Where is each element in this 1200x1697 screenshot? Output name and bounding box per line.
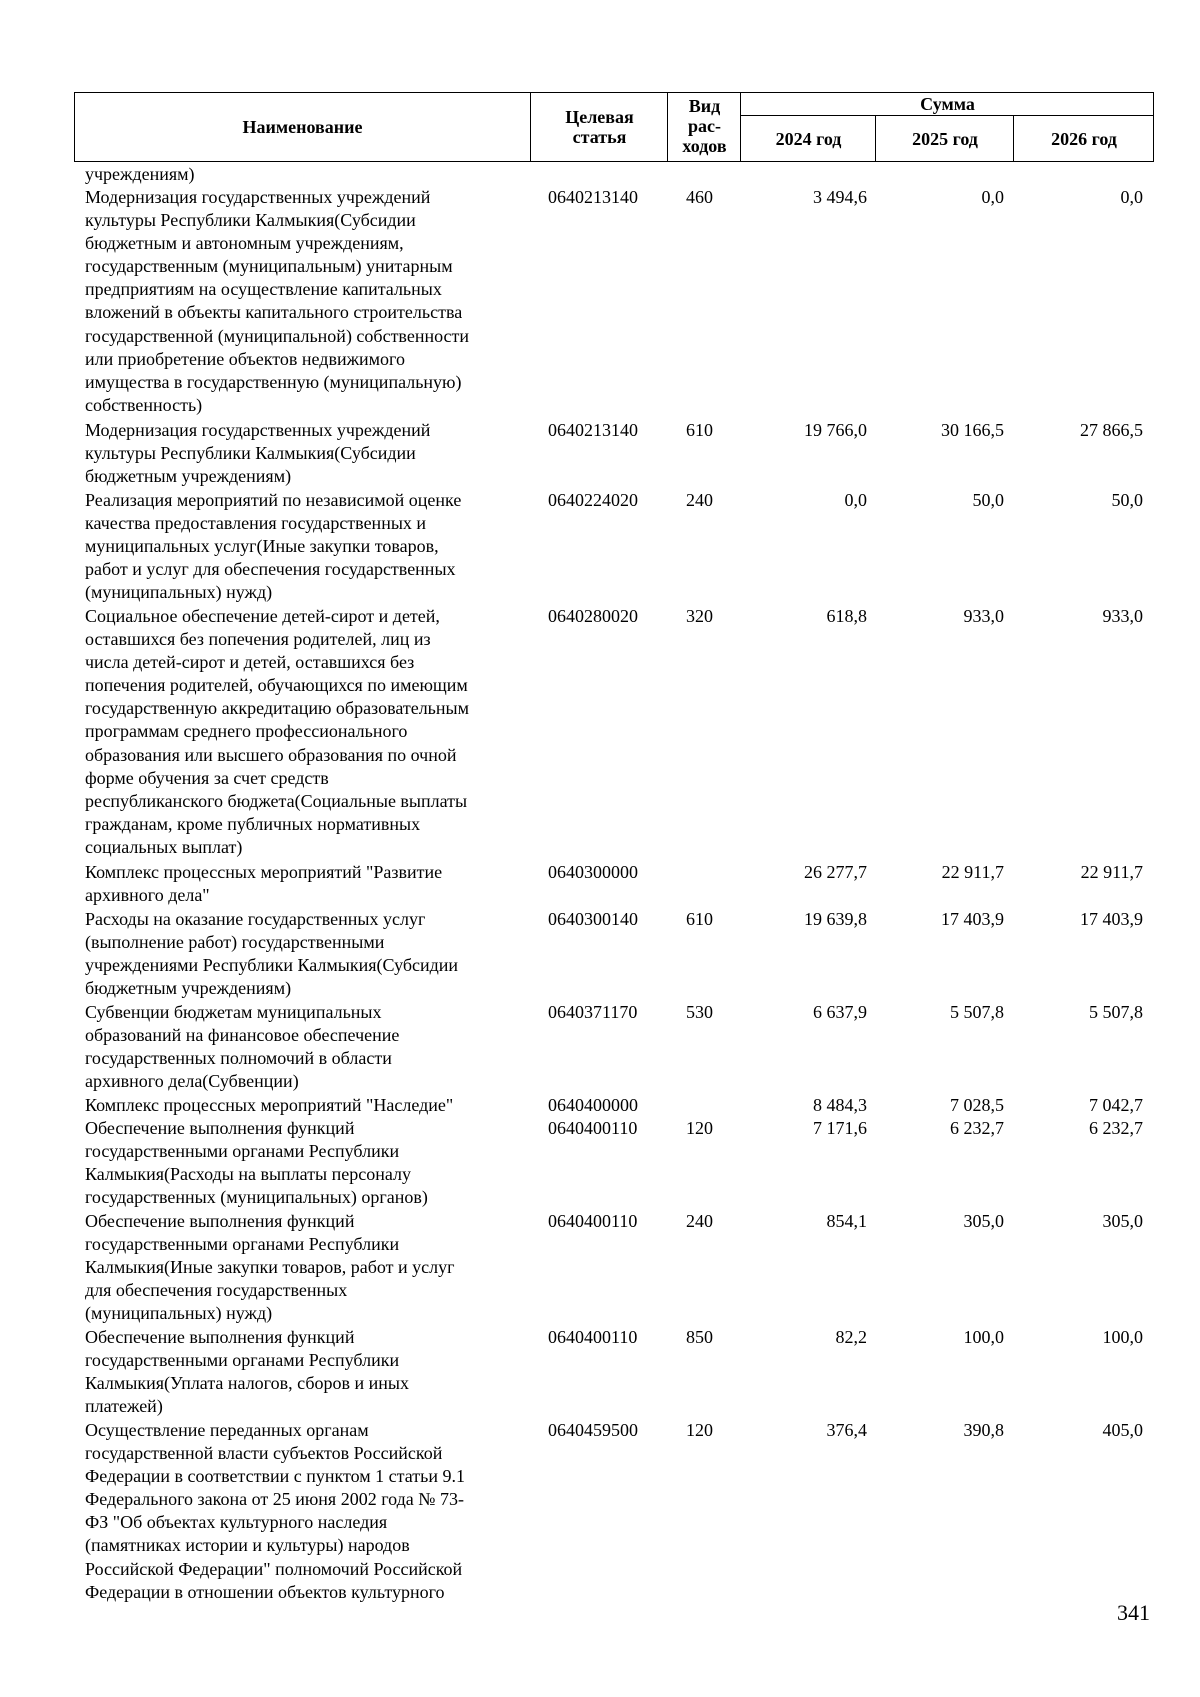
row-vid: 850 [686,1327,713,1347]
row-name: Реализация мероприятий по независимой оценке качества предоставления государственных и муниципальных услуг(Иные закупки товаров, работ и услуг для обеспечения государственных (муниципальных) нужд) [85,490,462,603]
row-2026: 933,0 [1102,606,1143,626]
row-2026: 0,0 [1120,187,1143,207]
row-name: Осуществление переданных органам государственной власти субъектов Российской Федерации в соответствии с пунктом 1 статьи 9.1 Федерального закона от 25 июня 2002 года № 73- ФЗ "Об объектах культурного наследия (памятниках истории и культуры) народов Российской Федерации" полномочий Российской Федерации в отношении объектов культурного [85,1420,465,1602]
header-sum: Сумма [920,94,975,114]
row-2024: 854,1 [826,1211,867,1231]
row-2026: 27 866,5 [1080,420,1143,440]
row-2026: 17 403,9 [1080,909,1143,929]
row-code: 0640300140 [548,909,638,929]
row-name: Комплекс процессных мероприятий "Наследие" [85,1095,454,1115]
row-vid: 120 [686,1420,713,1440]
row-code: 0640280020 [548,606,638,626]
row-code: 0640400110 [548,1327,638,1347]
row-2024: 82,2 [835,1327,867,1347]
row-2025: 22 911,7 [941,862,1004,882]
row-name: Комплекс процессных мероприятий "Развитие архивного дела" [85,862,443,906]
row-code: 0640224020 [548,490,638,510]
page-number: 341 [1117,1600,1150,1625]
row-name: Социальное обеспечение детей-сирот и детей, оставшихся без попечения родителей, лиц из числа детей-сирот и детей, оставшихся без попечения родителей, обучающихся по имеющим государственную аккредитацию образовательным программам среднего профессионального образования или высшего образования по очной форме обучения за счет средств республиканского бюджета(Социальные выплаты гражданам, кроме публичных нормативных социальных выплат) [85,606,470,857]
row-2024: 19 766,0 [804,420,867,440]
row-name: Модернизация государственных учреждений культуры Республики Калмыкия(Субсидии бюджетным учреждениям) [85,420,431,487]
row-2025: 6 232,7 [950,1118,1004,1138]
header-2024: 2024 год [775,128,842,149]
row-code: 0640213140 [548,187,638,207]
row-code: 0640400110 [548,1118,638,1138]
row-2024: 8 484,3 [813,1095,867,1115]
row-2026: 100,0 [1102,1327,1143,1347]
row-2025: 933,0 [963,606,1004,626]
row-2024: 0,0 [844,490,867,510]
row-2026: 50,0 [1111,490,1143,510]
row-2025: 390,8 [963,1420,1004,1440]
row-code: 0640400110 [548,1211,638,1231]
row-vid: 240 [686,1211,713,1231]
row-code: 0640459500 [548,1420,638,1440]
row-2026: 5 507,8 [1089,1002,1143,1022]
row-name: Обеспечение выполнения функций государственными органами Республики Калмыкия(Иные закупки товаров, работ и услуг для обеспечения государственных (муниципальных) нужд) [85,1211,455,1324]
row-2025: 0,0 [981,187,1004,207]
header-vid: Вид рас-ходов [682,96,727,156]
row-2025: 50,0 [972,490,1004,510]
row-2024: 6 637,9 [813,1002,867,1022]
row-code: 0640400000 [548,1095,638,1115]
header-2026: 2026 год [1051,128,1117,149]
row-2026: 6 232,7 [1089,1118,1143,1138]
row-vid: 610 [686,909,713,929]
row-2024: 19 639,8 [804,909,867,929]
row-2025: 7 028,5 [950,1095,1004,1115]
row-2025: 30 166,5 [941,420,1004,440]
row-2026: 22 911,7 [1080,862,1143,882]
row-2025: 100,0 [963,1327,1004,1347]
row-vid: 460 [686,187,713,207]
header-name: Наименование [242,116,363,137]
row-code: 0640300000 [548,862,638,882]
row-2026: 405,0 [1102,1420,1143,1440]
header-code: Целевая статья [565,106,634,147]
row-vid: 120 [686,1118,713,1138]
header-2025: 2025 год [912,128,978,149]
row-2025: 5 507,8 [950,1002,1004,1022]
row-code: 0640371170 [548,1002,638,1022]
row-name: Обеспечение выполнения функций государственными органами Республики Калмыкия(Расходы на выплаты персоналу государственных (муниципальных) органов) [85,1118,428,1208]
row-2025: 17 403,9 [941,909,1004,929]
row-name: Модернизация государственных учреждений культуры Республики Калмыкия(Субсидии бюджетным и автономным учреждениям, государственным (муниципальным) унитарным предприятиям на осуществление капитальных вложений в объекты капитального строительства государственной (муниципальной) собственности или приобретение объектов недвижимого имущества в государственную (муниципальную) собственность) [85,187,470,415]
row-2025: 305,0 [963,1211,1004,1231]
row-2026: 7 042,7 [1089,1095,1143,1115]
row-2024: 7 171,6 [813,1118,867,1138]
row-2024: 376,4 [826,1420,867,1440]
row-2024: 618,8 [826,606,867,626]
row-name: Обеспечение выполнения функций государственными органами Республики Калмыкия(Уплата налогов, сборов и иных платежей) [85,1327,409,1417]
row-vid: 610 [686,420,713,440]
row-name: Расходы на оказание государственных услуг (выполнение работ) государственными учреждениями Республики Калмыкия(Субсидии бюджетным учреждениям) [85,909,459,999]
row-name: учреждениям) [85,164,195,184]
table-header [74,92,1154,162]
row-2026: 305,0 [1102,1211,1143,1231]
row-vid: 240 [686,490,713,510]
row-name: Субвенции бюджетам муниципальных образований на финансовое обеспечение государственных полномочий в области архивного дела(Субвенции) [85,1002,400,1092]
row-code: 0640213140 [548,420,638,440]
row-2024: 26 277,7 [804,862,867,882]
row-vid: 530 [686,1002,713,1022]
row-vid: 320 [686,606,713,626]
row-2024: 3 494,6 [813,187,867,207]
